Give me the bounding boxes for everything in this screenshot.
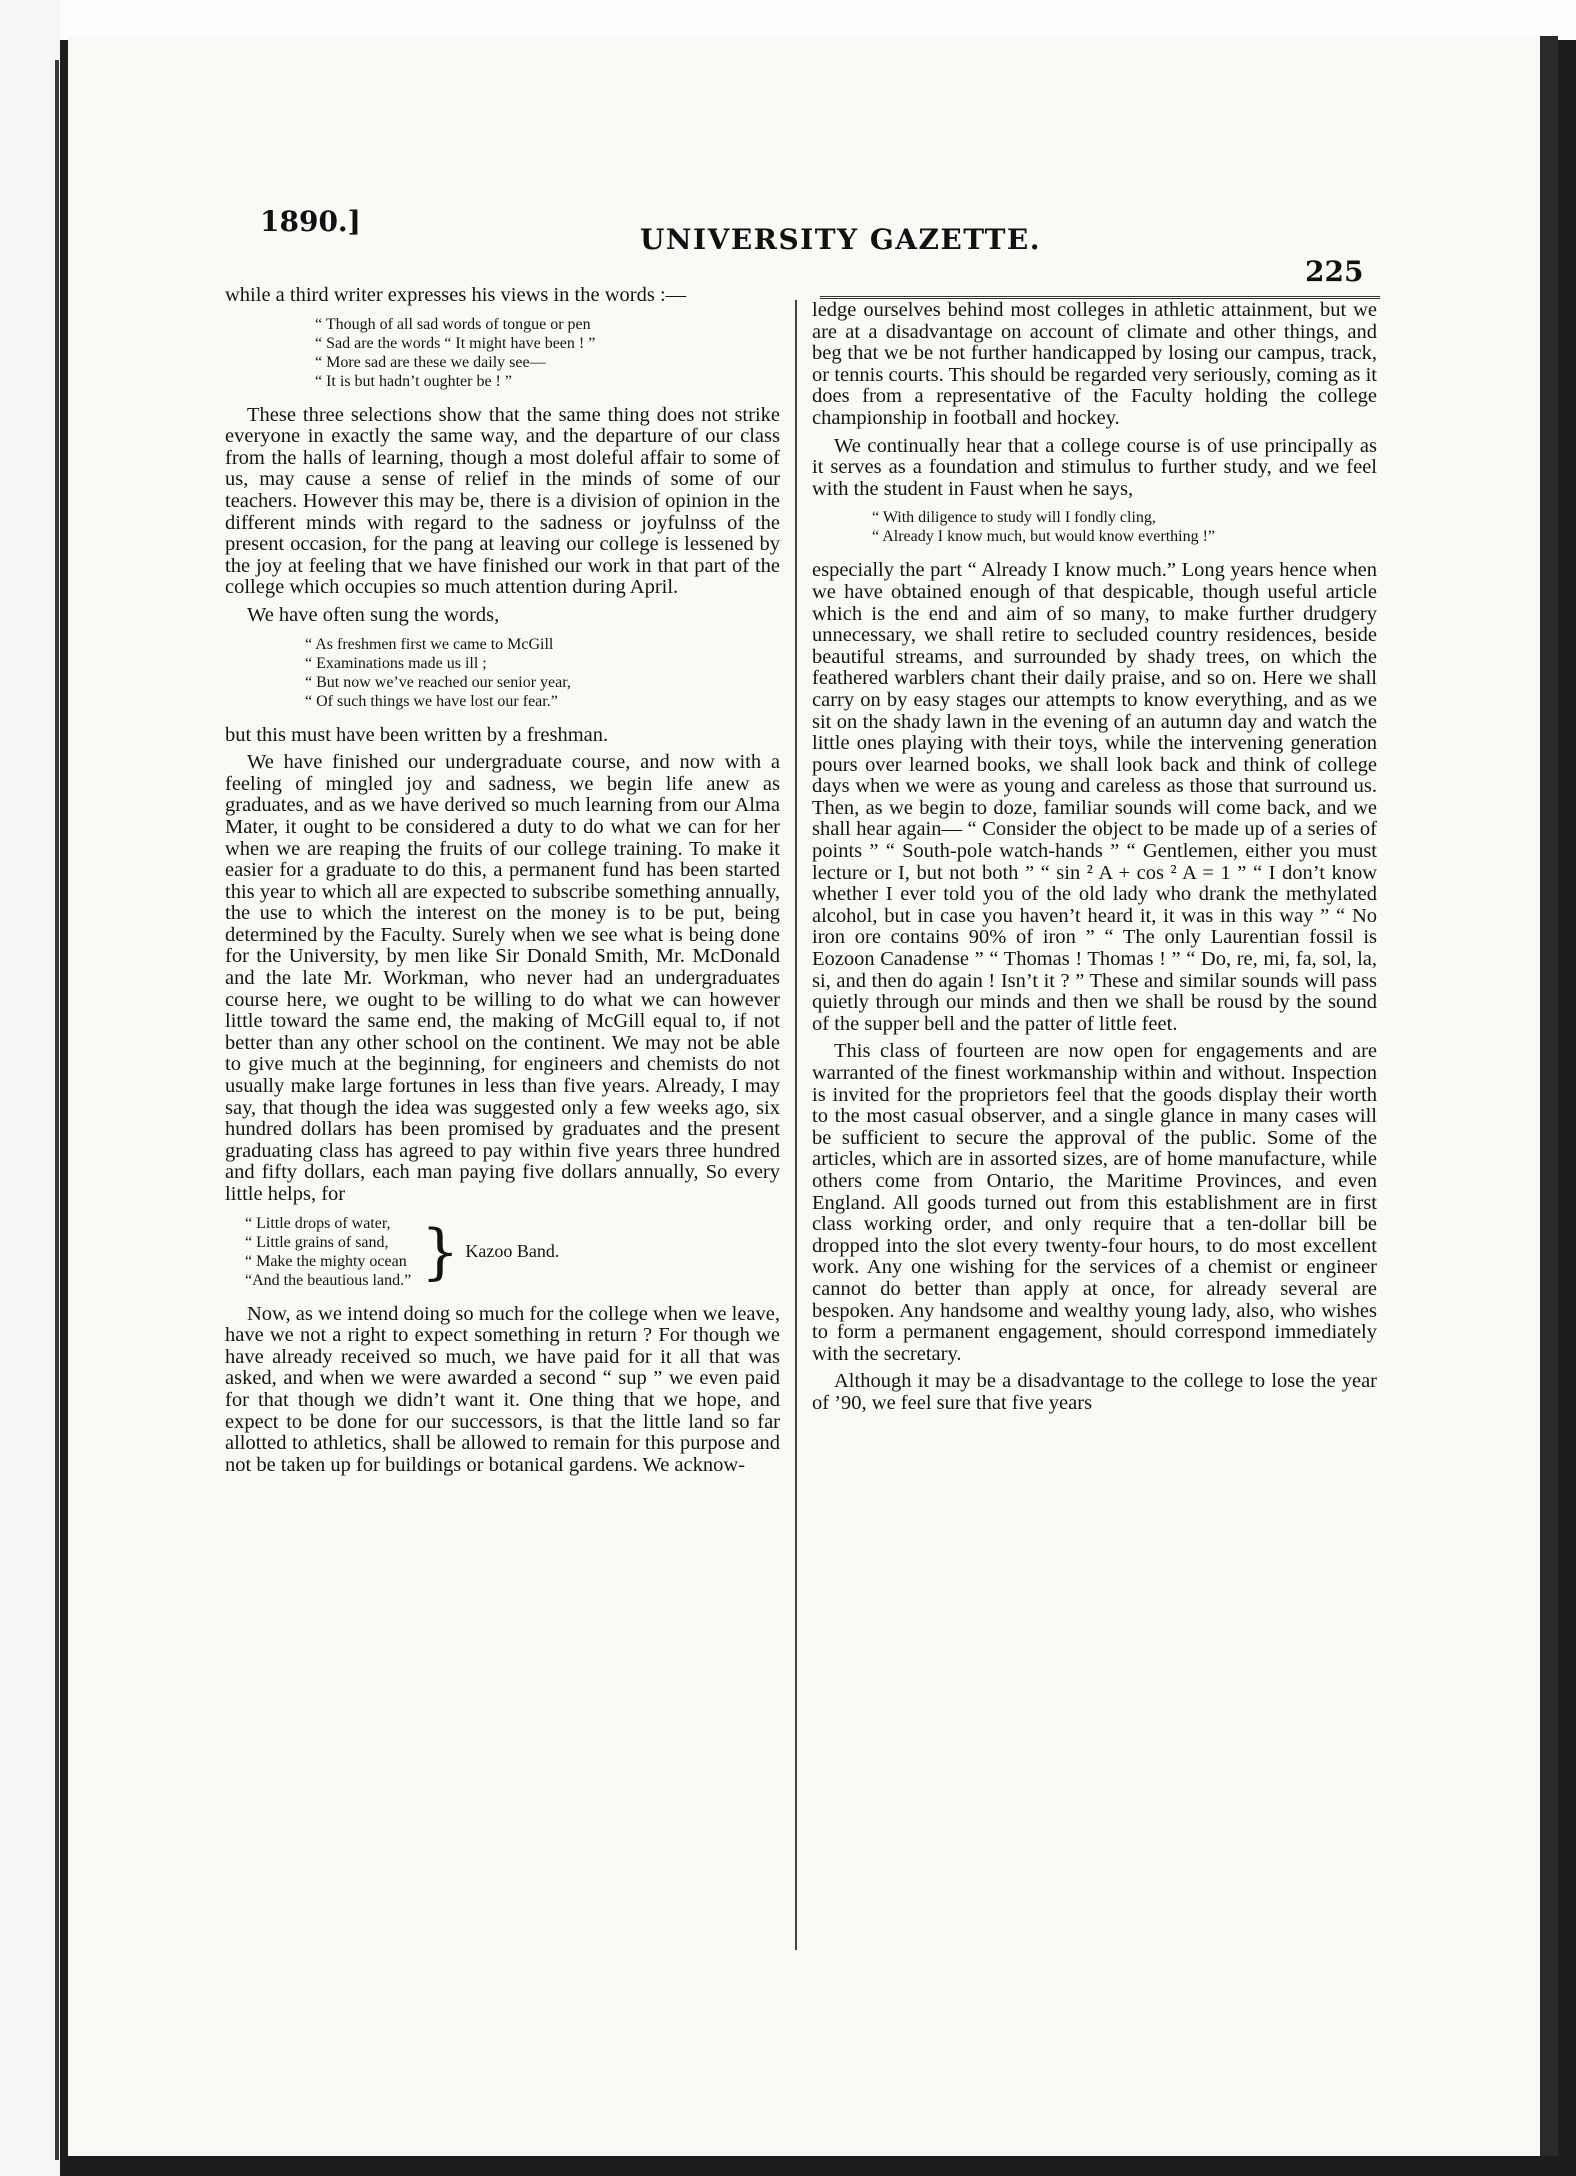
verse-line: “ It is but hadn’t oughter be ! ” xyxy=(315,372,512,390)
page-header xyxy=(240,205,1380,288)
column-divider xyxy=(795,300,797,1950)
verse-quote xyxy=(315,315,780,391)
paragraph: especially the part “ Already I know much.” Long years hence when we have obtained enough of that despicable, though useful article which is the end and aim of so many, to make further drudgery unnecessary, we shall retire to secluded country residences, beside beautiful streams, and surrounded by shady trees, on which the feathered warblers chant their daily praise, and so on. Here we shall carry on by easy stages our attempts to know everything, and as we sit on the shady lawn in the evening of an autumn day and watch the little ones playing with their toys, while the intervening generation pours over learned books, we shall look back and think of college days when we were as young and careless as those that surround us. Then, as we begin to doze, familiar sounds will come back, and we shall hear again— “ Consider the object to be made up of a series of points ” “ South-pole watch-hands ” “ Gentlemen, either you must lecture or I, but not both ” “ sin ² A + cos ² A = 1 ” “ I don’t know whether I ever told you of the old lady who drank the methylated alcohol, but in case you haven’t heard it, it was in this way ” “ No iron ore contains 90% of iron ” “ The only Laurentian fossil is Eozoon Canadense ” “ Thomas ! Thomas ! ” “ Do, re, mi, fa, sol, la, si, and then do again ! Isn’t it ? ” These and similar sounds will pass quietly through our minds and then we shall be rousd by the sound of the supper bell and the patter of little feet. xyxy=(812,559,1377,1035)
verse-line: “ Already I know much, but would know everthing !” xyxy=(872,528,1216,546)
verse-line: “ More sad are these we daily see— xyxy=(315,353,546,371)
paragraph: ledge ourselves behind most colleges in athletic attainment, but we are at a disadvantage on account of climate and other things, and beg that we be not further handicapped by losing our campus, track, or tennis courts. This should be regarded very seriously, coming as it does from a representative of the Faculty holding the college championship in football and hockey. xyxy=(812,299,1377,429)
left-column xyxy=(225,285,780,1482)
verse-quote xyxy=(305,635,780,711)
paragraph: This class of fourteen are now open for engagements and are warranted of the finest workmanship within and without. Inspection is invited for the proprietors feel that the goods display their worth to the most casual observer, and a single glance in many cases will be sufficient to secure the approval of the public. Some of the articles, which are in assorted sizes, are of home manufacture, while others come from Ontario, the Maritime Provinces, and even England. All goods turned out from this establishment are in first class working order, and only require that a ten-dollar bill be dropped into the slot every twenty-four hours, to do most excellent work. Any one wishing for the services of a chemist or engineer cannot do better than apply at once, for already several are bespoken. Any handsome and wealthy young lady, also, who wishes to form a permanent engagement, should correspond immediately with the secretary. xyxy=(812,1040,1377,1365)
verse-attribution: Kazoo Band. xyxy=(465,1241,560,1262)
scanner-left-margin xyxy=(0,0,60,2176)
paragraph: These three selections show that the same thing does not strike everyone in exactly the same way, and the departure of our class from the halls of learning, though a most doleful affair to some of us, may cause a sense of relief in the minds of some of our teachers. However this may be, there is a division of opinion in the different minds with regard to the sadness or joyfulnss of the present occasion, for the pang at leaving our college is lessened by the joy at feeling that we have finished our work in that part of the college which occupies so much attention during April. xyxy=(225,403,780,599)
verse-line: “ Sad are the words “ It might have been ! ” xyxy=(315,334,596,352)
brace-icon: } xyxy=(421,1216,460,1287)
paragraph: We continually hear that a college course is of use principally as it serves as a foundation and stimulus to further study, and we feel with the student in Faust when he says, xyxy=(812,434,1377,500)
paragraph: but this must have been written by a freshman. xyxy=(225,723,609,746)
header-year: 1890.] xyxy=(260,205,361,238)
verse-line: “ Examinations made us ill ; xyxy=(305,654,487,672)
journal-title: UNIVERSITY GAZETTE. xyxy=(640,223,1042,256)
verse-line: “ As freshmen first we came to McGill xyxy=(305,635,554,653)
paragraph: Now, as we intend doing so much for the college when we leave, have we not a right to expect something in return ? For though we have already received so much, we have paid for it all that was asked, and when we were awarded a second “ sup ” we even paid for that though we didn’t want it. One thing that we hope, and expect to be done for our successors, is that the little land so far allotted to athletics, shall be allowed to remain for this purpose and not be taken up for buildings or botanical gardens. We acknow- xyxy=(225,1302,780,1476)
paragraph: We have finished our undergraduate course, and now with a feeling of mingled joy and sadness, we begin life anew as graduates, and as we have derived so much learning from our Alma Mater, it ought to be considered a duty to do what we can for her when we are reaping the fruits of our college training. To make it easier for a graduate to do this, a permanent fund has been started this year to which all are expected to subscribe something annually, the use to which the interest on the money is to be put, being determined by the Faculty. Surely when we see what is being done for the University, by men like Sir Donald Smith, Mr. McDonald and the late Mr. Workman, who never had an undergraduates course here, we ought to be willing to do what we can however little toward the same end, the making of McGill equal to, if not better than any other school on the continent. We may not be able to give much at the beginning, for engineers and chemists do not usually make large fortunes in less than five years. Already, I may say, that though the idea was suggested only a few weeks ago, six hundred dollars has been promised by graduates and the present graduating class has agreed to pay within five years three hundred and fifty dollars, each man paying five dollars annually, So every little helps, for xyxy=(225,751,780,1205)
right-column xyxy=(812,300,1377,1421)
paragraph: We have often sung the words, xyxy=(247,603,500,626)
scan-mark xyxy=(55,60,59,2160)
page-number: 225 xyxy=(1305,255,1364,288)
verse-line: “ With diligence to study will I fondly cling, xyxy=(872,509,1156,527)
verse-quote xyxy=(872,508,1377,546)
verse-line: “ Though of all sad words of tongue or pen xyxy=(315,315,591,333)
verse-line: “ Little grains of sand, xyxy=(245,1233,389,1251)
verse-line: “ Little drops of water, xyxy=(245,1214,391,1232)
verse-line: “ But now we’ve reached our senior year, xyxy=(305,673,571,691)
verse-line: “ Of such things we have lost our fear.” xyxy=(305,692,558,710)
scanner-top-margin xyxy=(0,0,1576,40)
paragraph: Although it may be a disadvantage to the college to lose the year of ’90, we feel sure that five years xyxy=(812,1370,1377,1414)
paragraph: while a third writer expresses his views in the words :— xyxy=(225,284,687,306)
verse-line: “And the beautious land.” xyxy=(245,1271,412,1289)
verse-line: “ Make the mighty ocean xyxy=(245,1252,407,1270)
verse-quote xyxy=(245,1214,780,1290)
